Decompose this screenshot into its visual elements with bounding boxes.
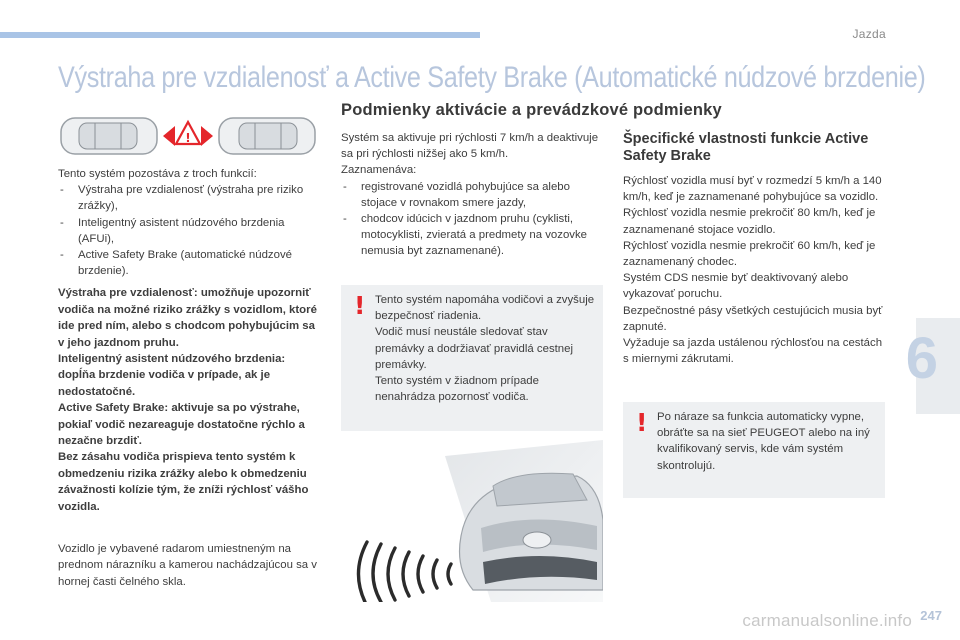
warning-exclamation-icon: ! <box>636 408 648 437</box>
section-title: Podmienky aktivácie a prevádzkové podmienky <box>341 101 722 119</box>
middle-column <box>341 130 603 260</box>
watermark-text: carmanualsonline.info <box>742 611 912 630</box>
distance-alert-description: Výstraha pre vzdialenosť: umožňuje upozorniť vodiča na možné riziko zrážky s vozidlom, ktoré ide pred ním, alebo s chodcom pohybujúcim sa v jeho jazdnom pruhu. <box>58 287 317 349</box>
page-title: Výstraha pre vzdialenosť a Active Safety Brake (Automatické núdzové brzdenie) <box>58 61 926 94</box>
right-column <box>623 131 885 367</box>
list-item: - registrované vozidlá pohybujúce sa alebo stojace v rovnakom smere jazdy, <box>341 179 603 211</box>
warning-box-driver-attention <box>341 285 603 431</box>
sub-title: Špecifické vlastnosti funkcie Active Safety Brake <box>623 131 869 164</box>
front-radar-illustration <box>341 440 603 602</box>
list-item: - chodcov idúcich v jazdnom pruhu (cyklisti, motocyklisti, zvieratá a predmety na vozovke nemusia byt zaznamenané). <box>341 211 603 260</box>
warning-text: Po náraze sa funkcia automaticky vypne, obráťte sa na sieť PEUGEOT alebo na iný kvalifikovaný servis, kde vám systém skontrolujú. <box>657 411 870 472</box>
seatbelt-condition: Bezpečnostné pásy všetkých cestujúcich musia byť zapnuté. <box>623 304 883 333</box>
activation-text: Systém sa aktivuje pri rýchlosti 7 km/h a deaktivuje sa pri rýchlosti nižšej ako 5 km/h. <box>341 132 599 161</box>
asb-conditions <box>623 173 885 367</box>
car-rear-illustration <box>61 118 157 154</box>
distance-arrows-icon <box>163 122 213 146</box>
function-descriptions <box>58 285 320 515</box>
functions-list <box>58 182 320 279</box>
functions-intro: Tento systém pozostáva z troch funkcií: <box>58 168 257 180</box>
speed-moving-vehicle-condition: Rýchlosť vozidla musí byť v rozmedzí 5 km/h a 140 km/h, keď je zaznamenané pohybujúce sa vozidlo. <box>623 175 882 204</box>
list-item: - Výstraha pre vzdialenosť (výstraha pre riziko zrážky), <box>58 182 320 214</box>
driving-condition: Vyžaduje sa jazda ustálenou rýchlosťou na cestách s miernymi zákrutami. <box>623 337 883 366</box>
car-distance-warning-icon <box>57 112 319 160</box>
chapter-number: 6 <box>905 326 938 391</box>
chapter-name: Jazda <box>852 27 886 41</box>
list-item: - Active Safety Brake (automatické núdzové brzdenie). <box>58 247 320 279</box>
warning-exclamation-icon: ! <box>354 291 366 320</box>
detects-list <box>341 179 603 260</box>
radar-camera-text: Vozidlo je vybavené radarom umiestneným na prednom nárazníku a kamerou nachádzajúcou sa v hornej časti čelného skla. <box>58 543 317 588</box>
list-item: - Inteligentný asistent núdzového brzdenia (AFUi), <box>58 215 320 247</box>
cds-condition: Systém CDS nesmie byť deaktivovaný alebo vykazovať poruchu. <box>623 272 849 301</box>
afu-description: Inteligentný asistent núdzového brzdenia: dopĺňa brzdenie vodiča v prípade, ak je nedostatočné. <box>58 353 286 398</box>
page-number: 247 <box>920 608 942 623</box>
asb-description: Active Safety Brake: aktivuje sa po výstrahe, pokiaľ vodič nezareaguje dostatočne rýchlo a nezačne brzdiť. <box>58 402 305 448</box>
system-benefit-description: Bez zásahu vodiča prispieva tento systém k obmedzeniu rizika zrážky alebo k obmedzeniu závažnosti kolízie tým, že zníži rýchlosť vášho vozidla. <box>58 451 309 513</box>
car-front-illustration <box>219 118 315 154</box>
warning-box-after-collision <box>623 402 885 498</box>
left-column <box>58 166 320 590</box>
speed-pedestrian-condition: Rýchlosť vozidla nesmie prekročiť 60 km/h, keď je zaznamenaný chodec. <box>623 239 876 269</box>
detects-label: Zaznamenáva: <box>341 164 417 177</box>
header-accent-bar <box>0 32 480 38</box>
svg-text:!: ! <box>185 131 191 145</box>
speed-stationary-vehicle-condition: Rýchlosť vozidla nesmie prekročiť 80 km/h, keď je zaznamenané stojace vozidlo. <box>623 207 876 236</box>
warning-text: Tento systém napomáha vodičovi a zvyšuje bezpečnosť riadenia. Vodič musí neustále sledovať stav premávky a dodržiavať pravidlá cestnej premávky. Tento systém v žiadnom prípade nenahrádza pozornosť vodiča. <box>375 294 595 404</box>
